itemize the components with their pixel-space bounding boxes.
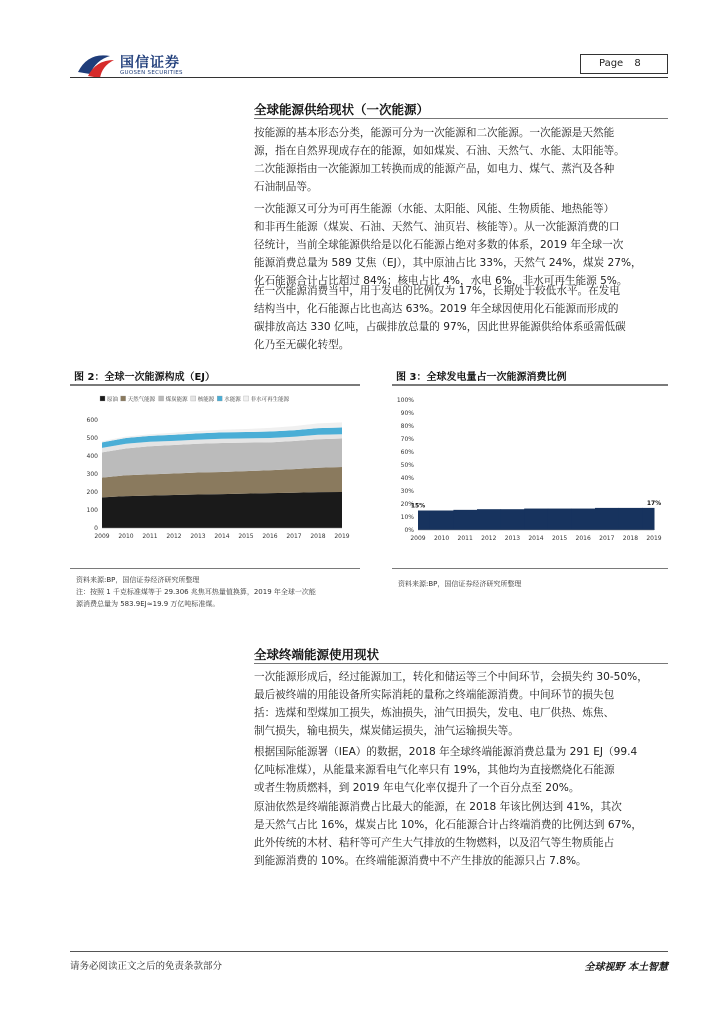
logo-mark-icon — [74, 50, 118, 80]
bar — [548, 509, 572, 530]
text-line: 一次能源又可分为可再生能源（水能、太阳能、风能、生物质能、地热能等） — [254, 203, 615, 215]
section2-paragraph-1 — [254, 668, 668, 740]
x-tick-label: 2017 — [286, 533, 302, 540]
section1-paragraph-1 — [254, 124, 668, 196]
y-tick-label: 30% — [400, 488, 414, 495]
legend-label: 煤炭能源 — [165, 397, 188, 403]
legend-label: 水能源 — [224, 397, 241, 403]
bar — [501, 509, 525, 530]
legend-label: 原油 — [107, 397, 119, 403]
y-tick-label: 50% — [400, 462, 414, 469]
text-line: 最后被终端的用能设备所实际消耗的量称之终端能源消费。中间环节的损失包 — [254, 689, 615, 702]
x-tick-label: 2009 — [410, 535, 426, 542]
x-tick-label: 2012 — [481, 535, 497, 542]
data-label: 15% — [410, 502, 426, 510]
y-tick-label: 600 — [86, 417, 98, 424]
text-line: 或者生物质燃料，到 2019 年电气化率仅提升了一个百分点至 20%。 — [254, 782, 580, 795]
figure3-title: 图 3：全球发电量占一次能源消费比例 — [396, 372, 567, 383]
legend-label: 天然气能源 — [127, 397, 156, 403]
text-line: 根据国际能源署（IEA）的数据，2018 年全球终端能源消费总量为 291 EJ（99.4 — [254, 746, 638, 758]
x-tick-label: 2015 — [551, 535, 568, 542]
x-tick-label: 2019 — [646, 535, 662, 542]
y-tick-label: 400 — [86, 453, 98, 460]
data-label: 17% — [646, 499, 662, 507]
y-tick-label: 100% — [396, 397, 414, 404]
source-line: 资料来源:BP，国信证券经济研究所整理 — [76, 576, 200, 584]
bar — [619, 508, 643, 530]
x-tick-label: 2013 — [504, 535, 521, 542]
y-tick-label: 10% — [400, 514, 414, 521]
y-tick-label: 20% — [400, 501, 414, 508]
section2-title: 全球终端能源使用现状 — [254, 647, 380, 662]
area-series — [102, 492, 342, 528]
x-tick-label: 2017 — [599, 535, 615, 542]
bar — [524, 509, 548, 530]
x-tick-label: 2016 — [262, 533, 278, 540]
figure2-title: 图 2：全球一次能源构成（EJ） — [74, 372, 215, 383]
y-tick-label: 40% — [400, 475, 414, 482]
figure2-chart — [70, 390, 360, 550]
figure3-bottom-rule — [392, 568, 668, 569]
page-label: Page — [599, 58, 624, 69]
section1-title: 全球能源供给现状（一次能源） — [254, 102, 430, 117]
y-tick-label: 70% — [400, 436, 414, 443]
text-line: 碳排放高达 330 亿吨，占碳排放总量的 97%，因此世界能源供给体系亟需低碳 — [254, 321, 626, 334]
figure3-title-rule — [392, 384, 668, 386]
figure3-notes — [398, 578, 521, 590]
legend-swatch — [191, 396, 196, 401]
footer-disclaimer: 请务必阅读正文之后的免责条款部分 — [70, 961, 223, 972]
header-divider — [70, 77, 668, 78]
source-line: 资料来源:BP，国信证券经济研究所整理 — [398, 580, 522, 588]
x-tick-label: 2011 — [142, 533, 158, 540]
y-tick-label: 0 — [94, 525, 98, 532]
text-line: 此外传统的木材、秸秆等可产生大气排放的生物燃料，以及沼气等生物质能占 — [254, 837, 615, 850]
x-tick-label: 2018 — [622, 535, 639, 542]
x-tick-label: 2018 — [310, 533, 326, 540]
text-line: 和非再生能源（煤炭、石油、天然气、油页岩、核能等）。从一次能源消费的口 — [254, 221, 620, 234]
legend-swatch — [100, 396, 105, 401]
legend-swatch — [121, 396, 126, 401]
brand-name-en: GUOSEN SECURITIES — [120, 70, 183, 76]
text-line: 原油依然是终端能源消费占比最大的能源，在 2018 年该比例达到 41%，其次 — [254, 801, 622, 813]
note-line: 源消费总量为 583.9EJ≈19.9 万亿吨标准煤。 — [76, 600, 220, 608]
text-line: 一次能源形成后，经过能源加工，转化和储运等三个中间环节，会损失约 30-50%， — [254, 671, 648, 683]
figure2-notes — [76, 574, 316, 610]
note-line: 注：按照 1 千克标准煤等于 29.306 兆焦耳热量值换算，2019 年全球一次能 — [76, 588, 316, 596]
bar — [477, 509, 501, 530]
x-tick-label: 2014 — [528, 535, 544, 542]
legend-label: 非水可再生能源 — [250, 397, 290, 403]
figure2-title-rule — [70, 384, 360, 386]
section2-paragraph-3 — [254, 798, 668, 870]
text-line: 径统计，当前全球能源供给是以化石能源占绝对多数的体系，2019 年全球一次 — [254, 239, 624, 252]
y-tick-label: 90% — [400, 410, 414, 417]
bar — [642, 508, 654, 530]
x-tick-label: 2012 — [166, 533, 182, 540]
x-tick-label: 2013 — [190, 533, 206, 540]
legend-swatch — [159, 396, 164, 401]
text-line: 源，指在自然界现成存在的能源，如如煤炭、石油、天然气、水能、太阳能等。 — [254, 145, 625, 158]
text-line: 二次能源指由一次能源加工转换而成的能源产品，如电力、煤气、蒸汽及各种 — [254, 163, 615, 176]
x-tick-label: 2019 — [334, 533, 350, 540]
y-tick-label: 500 — [86, 435, 98, 442]
page-number: 8 — [634, 58, 641, 69]
section2-paragraph-2 — [254, 743, 668, 797]
x-tick-label: 2010 — [433, 535, 450, 542]
brand-name-cn: 国信证券 — [120, 55, 180, 71]
x-tick-label: 2009 — [94, 533, 110, 540]
figure3-chart — [392, 390, 668, 550]
legend-swatch — [244, 396, 249, 401]
bar — [595, 508, 619, 530]
y-tick-label: 80% — [400, 423, 414, 430]
y-tick-label: 0% — [404, 527, 414, 534]
text-line: 是天然气占比 16%，煤炭占比 10%，化石能源合计占终端消费的比例达到 67%， — [254, 819, 642, 832]
page-indicator — [580, 54, 668, 74]
section1-paragraph-2 — [254, 200, 668, 290]
section2-underline — [254, 663, 668, 664]
y-tick-label: 300 — [86, 471, 98, 478]
text-line: 结构当中，化石能源占比也高达 63%。2019 年全球因使用化石能源而形成的 — [254, 303, 619, 316]
x-tick-label: 2014 — [214, 533, 230, 540]
text-line: 在一次能源消费当中，用于发电的比例仅为 17%，长期处于较低水平。在发电 — [254, 285, 620, 297]
figure2-bottom-rule — [70, 568, 360, 569]
bar — [453, 510, 477, 530]
x-tick-label: 2010 — [118, 533, 134, 540]
text-line: 亿吨标准煤），从能量来源看电气化率只有 19%，其他均为直接燃烧化石能源 — [254, 764, 615, 777]
section1-underline — [254, 118, 668, 119]
y-tick-label: 100 — [86, 507, 98, 514]
footer-divider — [70, 951, 668, 952]
x-tick-label: 2015 — [238, 533, 254, 540]
legend-swatch — [217, 396, 222, 401]
footer-slogan: 全球视野 本土智慧 — [584, 962, 668, 973]
text-line: 到能源消费的 10%。在终端能源消费中不产生排放的能源只占 7.8%。 — [254, 855, 587, 868]
text-line: 按能源的基本形态分类，能源可分为一次能源和二次能源。一次能源是天然能 — [254, 127, 615, 139]
text-line: 化石能源合计占比超过 84%；核电占比 4%，水电 6%，非水可再生能源 5%。 — [254, 275, 628, 288]
text-line: 能源消费总量为 589 艾焦（EJ），其中原油占比 33%，天然气 24%，煤炭 27%， — [254, 257, 642, 270]
bar — [430, 511, 454, 531]
x-tick-label: 2016 — [575, 535, 591, 542]
text-line: 石油制品等。 — [254, 181, 318, 194]
x-tick-label: 2011 — [457, 535, 473, 542]
text-line: 化乃至无碳化转型。 — [254, 339, 350, 352]
y-tick-label: 200 — [86, 489, 98, 496]
y-tick-label: 60% — [400, 449, 414, 456]
bar — [571, 509, 595, 530]
text-line: 制气损失，输电损失，煤炭储运损失，油气运输损失等。 — [254, 725, 519, 738]
section1-paragraph-3 — [254, 282, 668, 354]
text-line: 括：选煤和型煤加工损失，炼油损失，油气田损失，发电、电厂供热、炼焦、 — [254, 707, 615, 720]
bar — [418, 511, 430, 531]
brand-logo — [74, 50, 194, 80]
legend-label: 核能源 — [197, 397, 215, 403]
